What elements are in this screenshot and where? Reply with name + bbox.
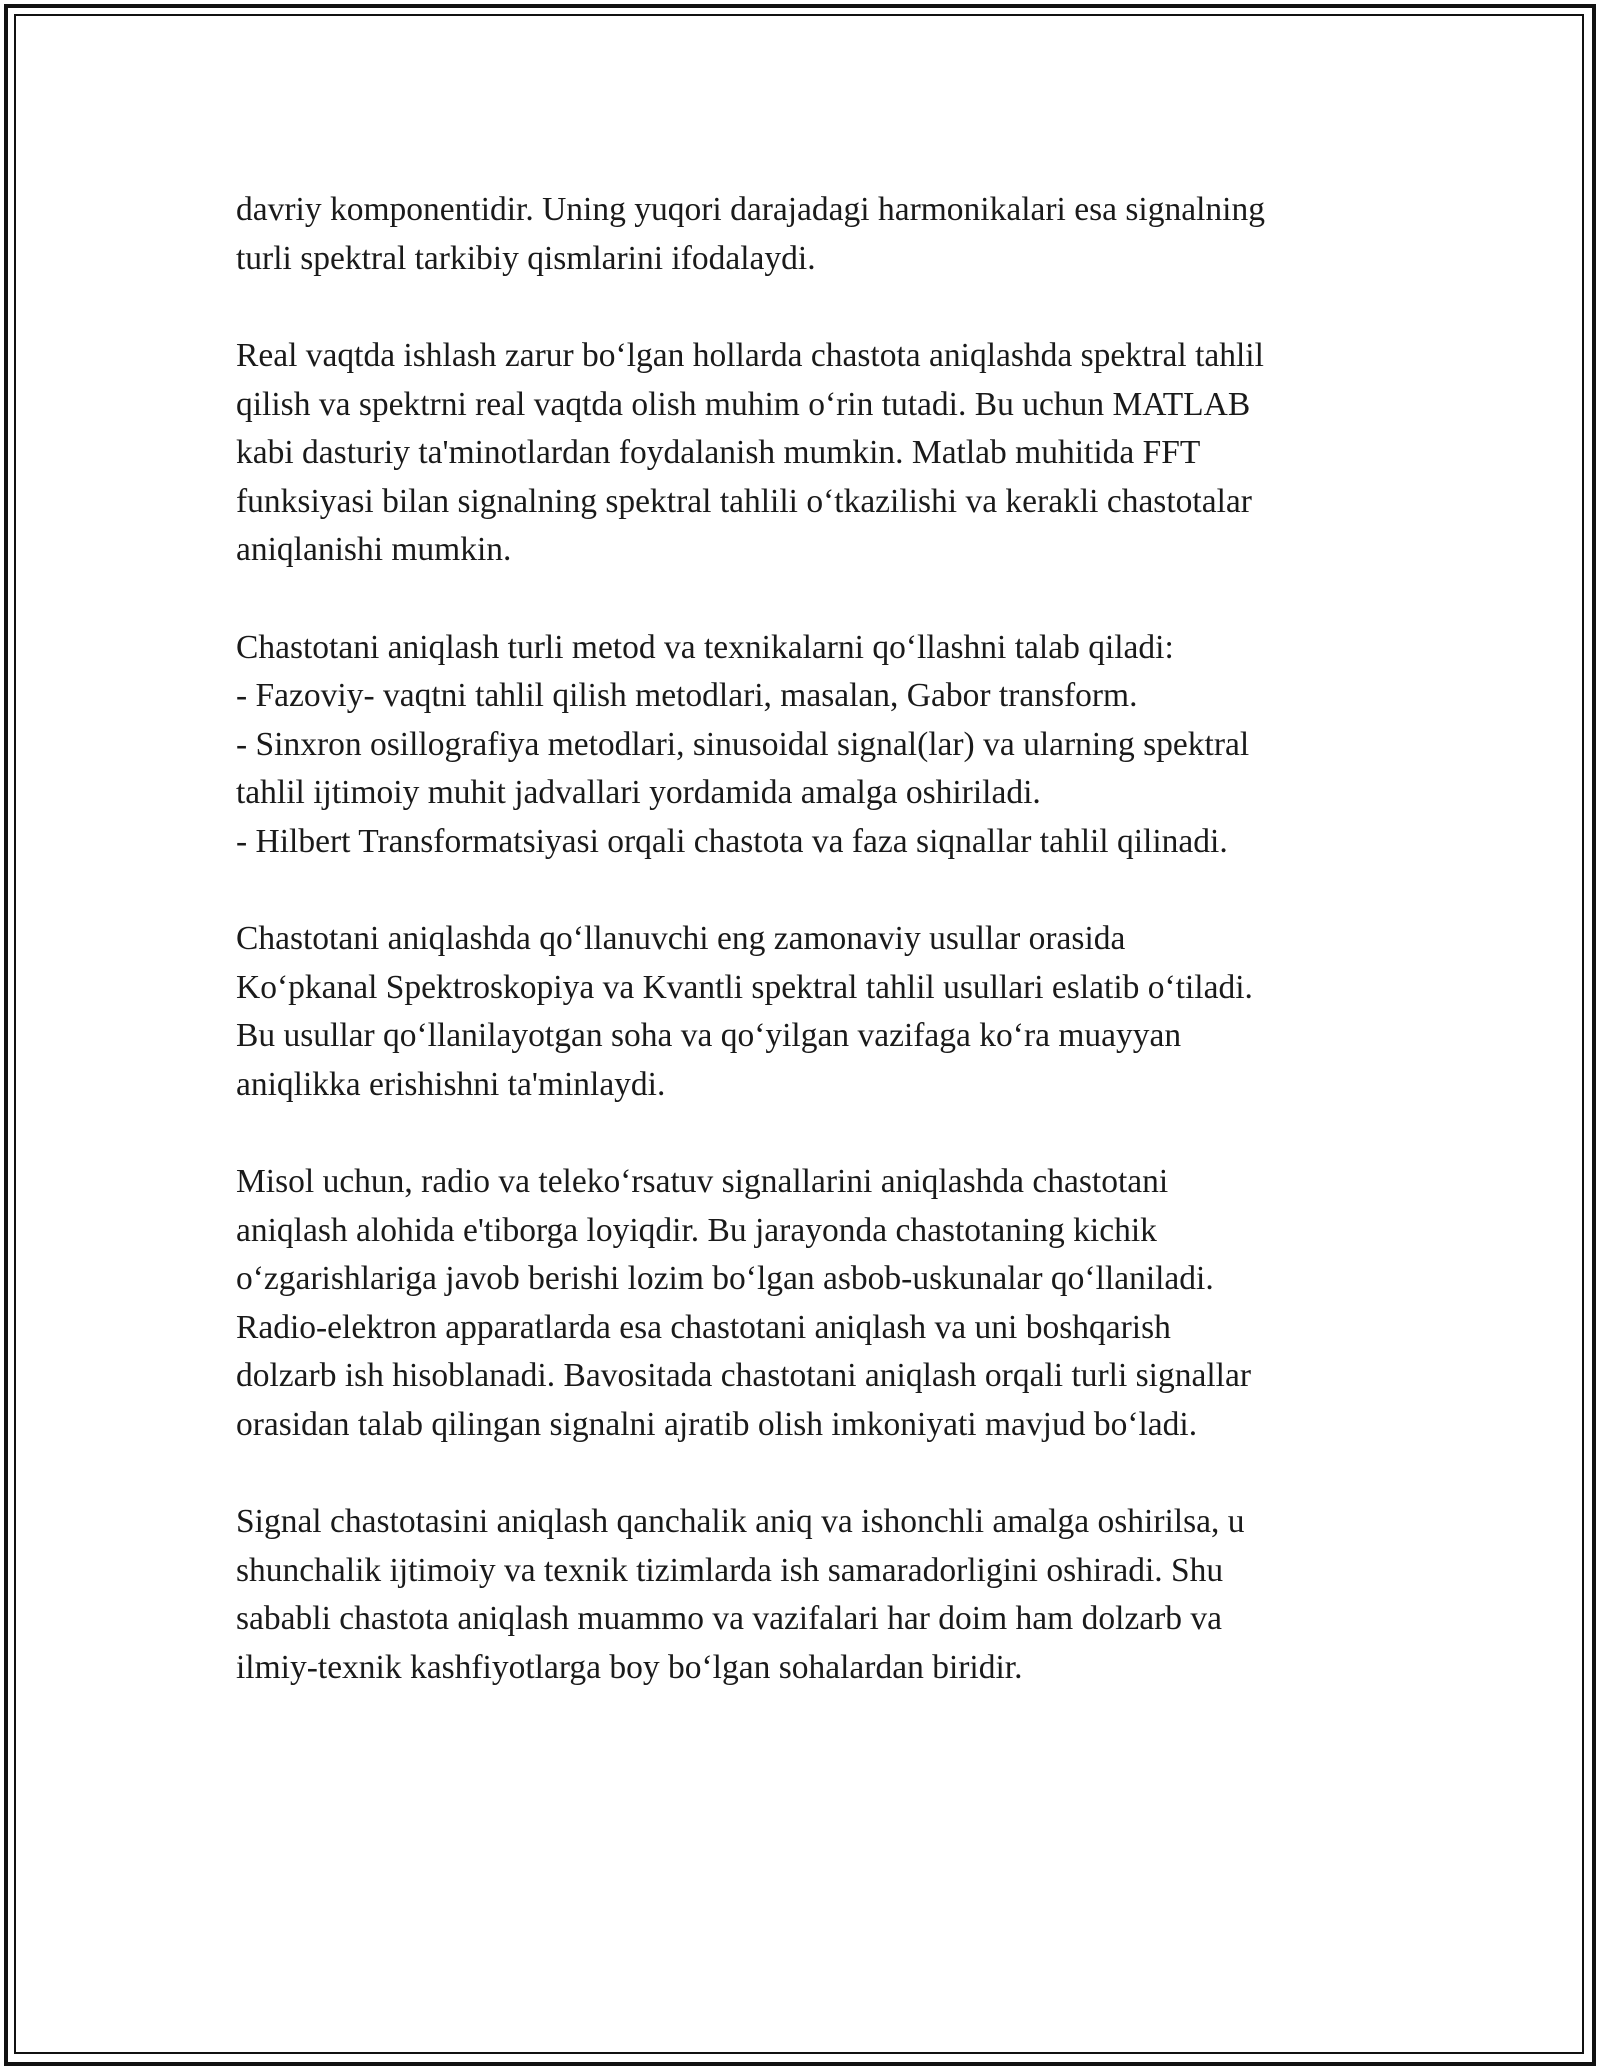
text-line: qilish va spektrni real vaqtda olish muhim oʻrin tutadi. Bu uchun MATLAB xyxy=(236,385,1251,423)
text-line: ilmiy-texnik kashfiyotlarga boy boʻlgan sohalardan biridir. xyxy=(236,1648,1023,1686)
text-line: dolzarb ish hisoblanadi. Bavositada chastotani aniqlash orqali turli signallar xyxy=(236,1357,1251,1394)
text-line: aniqlanishi mumkin. xyxy=(236,531,512,568)
text-line: shunchalik ijtimoiy va texnik tizimlarda ish samaradorligini oshiradi. Shu xyxy=(236,1551,1224,1589)
text-line: Real vaqtda ishlash zarur boʻlgan hollarda chastota aniqlashda spektral tahlil xyxy=(236,337,1264,374)
text-line: Bu usullar qoʻllanilayotgan soha va qoʻyilgan vazifaga koʻra muayyan xyxy=(236,1017,1182,1054)
text-line: Signal chastotasini aniqlash qanchalik aniq va ishonchli amalga oshirilsa, u xyxy=(236,1503,1245,1540)
paragraph-modern-methods xyxy=(236,915,1376,1109)
text-line: Chastotani aniqlashda qoʻllanuvchi eng zamonaviy usullar orasida xyxy=(236,920,1126,957)
text-line: turli spektral tarkibiy qismlarini ifodalaydi. xyxy=(236,239,816,277)
text-line: tahlil ijtimoiy muhit jadvallari yordamida amalga oshiriladi. xyxy=(236,774,1041,811)
list-item: - Fazoviy- vaqtni tahlil qilish metodlari, masalan, Gabor transform. xyxy=(236,677,1138,714)
paragraph-harmonics xyxy=(236,186,1376,283)
list-item: - Sinxron osillografiya metodlari, sinusoidal signal(lar) va ularning spektral xyxy=(236,725,1250,763)
paragraph-conclusion xyxy=(236,1498,1376,1692)
text-line: kabi dasturiy ta'minotlardan foydalanish mumkin. Matlab muhitida FFT xyxy=(236,434,1201,471)
text-line: oʻzgarishlariga javob berishi lozim boʻlgan asbob-uskunalar qoʻllaniladi. xyxy=(236,1260,1214,1297)
text-line: davriy komponentidir. Uning yuqori darajadagi harmonikalari esa signalning xyxy=(236,191,1265,228)
paragraph-radio-example xyxy=(236,1158,1376,1449)
text-line: sababli chastota aniqlash muammo va vazifalari har doim ham dolzarb va xyxy=(236,1600,1223,1637)
text-line: aniqlash alohida e'tiborga loyiqdir. Bu jarayonda chastotaning kichik xyxy=(236,1211,1157,1249)
text-line: aniqlikka erishishni ta'minlaydi. xyxy=(236,1065,666,1103)
text-line: Koʻpkanal Spektroskopiya va Kvantli spektral tahlil usullari eslatib oʻtiladi. xyxy=(236,968,1253,1006)
paragraph-real-time xyxy=(236,332,1376,575)
document-body xyxy=(236,186,1376,1741)
text-line: Misol uchun, radio va telekoʻrsatuv signallarini aniqlashda chastotani xyxy=(236,1163,1169,1200)
text-line: Radio-elektron apparatlarda esa chastotani aniqlash va uni boshqarish xyxy=(236,1308,1171,1346)
text-line: funksiyasi bilan signalning spektral tahlili oʻtkazilishi va kerakli chastotalar xyxy=(236,482,1252,520)
text-line: orasidan talab qilingan signalni ajratib olish imkoniyati mavjud boʻladi. xyxy=(236,1405,1198,1443)
list-item: - Hilbert Transformatsiyasi orqali chastota va faza siqnallar tahlil qilinadi. xyxy=(236,822,1228,860)
text-line: Chastotani aniqlash turli metod va texnikalarni qoʻllashni talab qiladi: xyxy=(236,628,1174,666)
paragraph-methods-list xyxy=(236,624,1376,867)
